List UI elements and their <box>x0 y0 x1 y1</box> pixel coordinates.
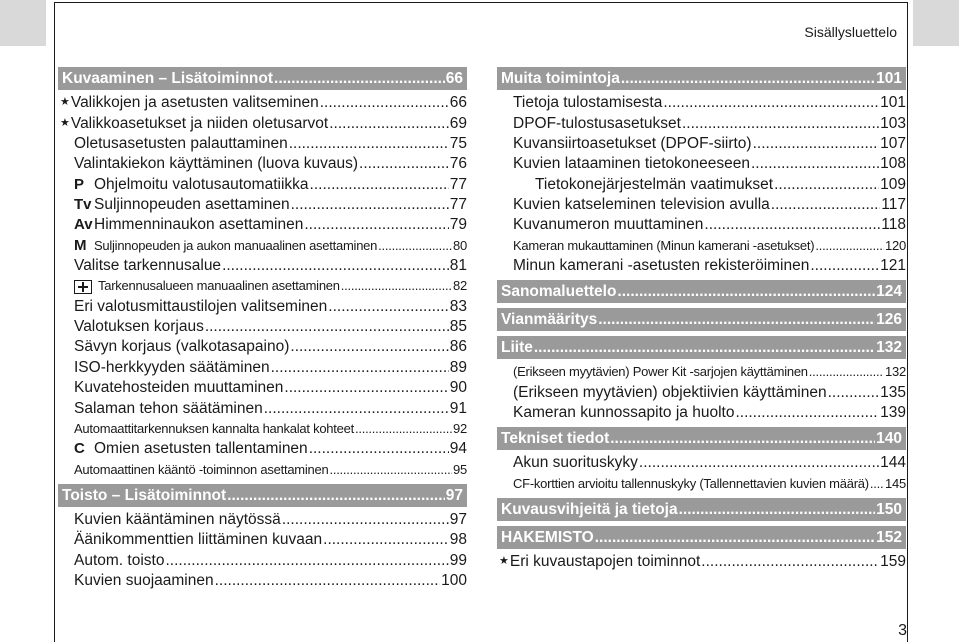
toc-heading-liite[interactable] <box>497 336 906 359</box>
dot-leader <box>215 572 441 589</box>
toc-heading-tekniset-tiedot[interactable] <box>497 427 906 450</box>
toc-entry-autom-toisto[interactable] <box>58 548 467 568</box>
toc-entry-automaattinen-kaanto-toiminnon-asettamin[interactable] <box>58 457 467 477</box>
dot-leader <box>810 257 879 274</box>
toc-entry-valintakiekon-kayttaminen-luova-kuvaus[interactable] <box>58 152 467 172</box>
toc-title: Äänikommenttien liittäminen kuvaan <box>74 531 323 549</box>
toc-entry-oletusasetusten-palauttaminen[interactable] <box>58 132 467 152</box>
dot-leader <box>751 155 879 172</box>
dot-leader <box>323 531 449 548</box>
toc-page-number: 81 <box>449 257 467 275</box>
toc-entry-suljinnopeuden-asettaminen[interactable] <box>58 193 467 213</box>
toc-page-number: 89 <box>449 358 467 376</box>
dot-leader <box>701 553 879 570</box>
toc-title: Kameran kunnossapito ja huolto <box>513 404 735 422</box>
dot-leader <box>271 359 449 376</box>
toc-entry-minun-kamerani-asetusten-rekisteroiminen[interactable] <box>497 254 906 274</box>
dot-leader <box>595 529 875 546</box>
star-icon: ★ <box>60 116 70 129</box>
toc-page-number: 99 <box>449 551 467 569</box>
toc-entry-valikkojen-ja-asetusten-valitseminen[interactable] <box>58 91 467 111</box>
toc-title: Kuvanumeron muuttaminen <box>513 216 704 234</box>
toc-page-number: 124 <box>876 283 902 301</box>
toc-title: Minun kamerani -asetusten rekisteröiminen <box>513 257 810 275</box>
toc-title: Kuvausvihjeitä ja tietoja <box>501 500 678 518</box>
toc-title: Liite <box>501 339 533 357</box>
toc-page-number: 144 <box>880 454 906 472</box>
toc-page-number: 82 <box>453 278 467 294</box>
toc-heading-vianmaaritys[interactable] <box>497 308 906 331</box>
toc-entry-eri-kuvaustapojen-toiminnot[interactable] <box>497 550 906 570</box>
toc-page-number: 77 <box>449 175 467 193</box>
toc-entry-dpof-tulostusasetukset[interactable] <box>497 111 906 131</box>
toc-entry-ohjelmoitu-valotusautomatiikka[interactable] <box>58 172 467 192</box>
toc-entry-akun-suorituskyky[interactable] <box>497 451 906 471</box>
toc-page-number: 83 <box>449 297 467 315</box>
dot-leader <box>289 135 449 152</box>
toc-title: Kuvien suojaaminen <box>74 571 214 589</box>
dot-leader <box>704 216 880 233</box>
toc-page-number: 66 <box>445 70 463 87</box>
toc-page-number: 132 <box>885 364 906 380</box>
dot-leader <box>227 487 445 504</box>
toc-entry-kameran-kunnossapito-ja-huolto[interactable] <box>497 401 906 421</box>
star-icon: ★ <box>60 96 70 109</box>
toc-entry-kuvien-katseleminen-television-avulla[interactable] <box>497 193 906 213</box>
toc-heading-muita-toimintoja[interactable] <box>497 67 906 90</box>
toc-entry-valotuksen-korjaus[interactable] <box>58 315 467 335</box>
toc-title: Muita toimintoja <box>501 70 620 87</box>
toc-entry-tietokonejarjestelman-vaatimukset[interactable] <box>497 172 906 192</box>
star-icon: ★ <box>499 555 509 568</box>
dot-leader <box>304 216 448 233</box>
toc-page-number: 100 <box>441 571 467 589</box>
toc-title: Vianmääritys <box>501 311 598 329</box>
toc-page-number: 108 <box>880 155 906 173</box>
toc-page-number: 79 <box>449 216 467 234</box>
toc-entry-kuvatehosteiden-muuttaminen[interactable] <box>58 376 467 396</box>
toc-page-number: 97 <box>449 510 467 528</box>
toc-page-number: 90 <box>449 379 467 397</box>
toc-title: Kuvien katseleminen television avulla <box>513 196 770 214</box>
toc-title: Valitse tarkennusalue <box>74 257 222 275</box>
mode-symbol: Tv <box>74 196 92 214</box>
toc-page-number: 145 <box>885 475 906 491</box>
toc-entry-kuvien-suojaaminen[interactable] <box>58 569 467 589</box>
toc-title: Autom. toisto <box>74 551 165 569</box>
toc-title: Kuvien lataaminen tietokoneeseen <box>513 155 750 173</box>
toc-title: Kuvien kääntäminen näytössä <box>74 510 281 528</box>
toc-page-number: 80 <box>453 237 467 253</box>
toc-entry-tietoja-tulostamisesta[interactable] <box>497 91 906 111</box>
dot-leader <box>735 404 879 421</box>
toc-page-number: 69 <box>449 114 467 132</box>
toc-page-number: 86 <box>449 338 467 356</box>
dot-leader <box>165 552 448 569</box>
toc-page-number: 135 <box>880 383 906 401</box>
dot-leader <box>284 379 448 396</box>
toc-title: Tarkennusalueen manuaalinen asettaminen <box>98 278 340 294</box>
dot-leader <box>355 420 452 437</box>
dot-leader <box>753 135 880 152</box>
toc-page-number: 92 <box>453 420 467 436</box>
dot-leader <box>341 277 452 294</box>
toc-page-number: 152 <box>876 528 902 546</box>
toc-title: Ohjelmoitu valotusautomatiikka <box>94 175 309 193</box>
toc-title: Oletusasetusten palauttaminen <box>74 135 288 153</box>
corner-tab-left <box>0 0 46 46</box>
dot-leader <box>290 338 448 355</box>
toc-page-number: 140 <box>876 430 902 448</box>
toc-entry-himmenninaukon-asettaminen[interactable] <box>58 213 467 233</box>
toc-entry-tarkennusalueen-manuaalinen-asettaminen[interactable] <box>58 274 467 294</box>
toc-page-number: 126 <box>876 311 902 329</box>
toc-title: Salaman tehon säätäminen <box>74 399 263 417</box>
toc-title: Tietoja tulostamisesta <box>513 94 663 112</box>
toc-page-number: 101 <box>880 94 906 112</box>
dot-leader <box>329 461 452 478</box>
dot-leader <box>663 94 879 111</box>
dot-leader <box>291 196 449 213</box>
dot-leader <box>809 363 884 380</box>
toc-title: ISO-herkkyyden säätäminen <box>74 358 270 376</box>
toc-entry-cf-korttien-arvioitu-tallennuskyky-talle[interactable] <box>497 471 906 491</box>
toc-entry-savyn-korjaus-valkotasapaino[interactable] <box>58 335 467 355</box>
toc-page-number: 75 <box>449 135 467 153</box>
toc-title: Valikkojen ja asetusten valitseminen <box>70 94 319 112</box>
dot-leader <box>264 400 449 417</box>
toc-title: Valintakiekon käyttäminen (luova kuvaus) <box>74 155 359 173</box>
page-number: 3 <box>898 622 907 639</box>
dot-leader <box>274 70 445 87</box>
toc-title: Valikkoasetukset ja niiden oletusarvot <box>70 114 329 132</box>
dot-leader <box>617 283 875 300</box>
toc-title: DPOF-tulostusasetukset <box>513 114 681 132</box>
toc-entry-kuvien-lataaminen-tietokoneeseen[interactable] <box>497 152 906 172</box>
toc-entry-kuvansiirtoasetukset-dpof-siirto[interactable] <box>497 132 906 152</box>
toc-title: Toisto – Lisätoiminnot <box>62 486 227 504</box>
dot-leader <box>310 176 449 193</box>
toc-entry-kuvien-kaantaminen-naytossa[interactable] <box>58 508 467 528</box>
mode-symbol: P <box>74 175 85 193</box>
toc-page-number: 66 <box>449 94 467 112</box>
toc-title: Tekniset tiedot <box>501 430 610 448</box>
toc-heading-sanomaluettelo[interactable] <box>497 280 906 303</box>
toc-title: CF-korttien arvioitu tallennuskyky (Tallennettavien kuvien määrä) <box>513 475 869 491</box>
dot-leader <box>359 155 449 172</box>
toc-title: Himmenninaukon asettaminen <box>94 216 304 234</box>
toc-entry-automaattitarkennuksen-kannalta-hankalat[interactable] <box>58 417 467 437</box>
dot-leader <box>679 501 876 518</box>
corner-tab-right <box>913 0 959 46</box>
af-frame-icon <box>74 280 92 294</box>
dot-leader <box>205 318 449 335</box>
dot-leader <box>282 511 449 528</box>
toc-entry-omien-asetusten-tallentaminen[interactable] <box>58 437 467 457</box>
toc-title: Tietokonejärjestelmän vaatimukset <box>535 175 774 193</box>
toc-title: Eri valotusmittaustilojen valitseminen <box>74 297 328 315</box>
dot-leader <box>329 115 449 132</box>
toc-heading-kuvaaminen-lisatoiminnot[interactable] <box>58 67 467 90</box>
toc-entry-valitse-tarkennusalue[interactable] <box>58 254 467 274</box>
toc-heading-kuvausvihjeita-ja-tietoja[interactable] <box>497 498 906 521</box>
toc-entry-eri-valotusmittaustilojen-valitseminen[interactable] <box>58 294 467 314</box>
dot-leader <box>320 94 449 111</box>
toc-page-number: 132 <box>876 339 902 357</box>
toc-title: Automaattitarkennuksen kannalta hankalat kohteet <box>74 420 354 436</box>
toc-title: (Erikseen myytävien) Power Kit -sarjojen käyttäminen <box>513 364 808 380</box>
mode-symbol: C <box>74 440 85 458</box>
dot-leader <box>309 440 449 457</box>
toc-page-number: 117 <box>881 196 906 214</box>
toc-title: Kameran mukauttaminen (Minun kamerani -asetukset) <box>513 237 815 253</box>
toc-page-number: 121 <box>880 257 906 275</box>
dot-leader <box>815 237 884 254</box>
dot-leader <box>771 196 881 213</box>
toc-entry-erikseen-myytavien-objektiivien-kayttami[interactable] <box>497 380 906 400</box>
toc-page-number: 85 <box>449 318 467 336</box>
dot-leader <box>328 298 448 315</box>
toc-title: Kuvansiirtoasetukset (DPOF-siirto) <box>513 135 752 153</box>
toc-entry-kuvanumeron-muuttaminen[interactable] <box>497 213 906 233</box>
toc-page-number: 97 <box>445 486 463 504</box>
toc-entry-erikseen-myytavien-power-kit-sarjojen-ka[interactable] <box>497 360 906 380</box>
toc-page-number: 101 <box>876 70 902 87</box>
toc-title: HAKEMISTO <box>501 528 594 546</box>
toc-entry-iso-herkkyyden-saataminen[interactable] <box>58 355 467 375</box>
dot-leader <box>534 339 875 356</box>
dot-leader <box>774 176 879 193</box>
toc-entry-kameran-mukauttaminen-minun-kamerani-ase[interactable] <box>497 233 906 253</box>
toc-title: Kuvatehosteiden muuttaminen <box>74 379 284 397</box>
toc-page-number: 120 <box>885 237 906 253</box>
toc-page-number: 139 <box>880 404 906 422</box>
toc-title: Suljinnopeuden ja aukon manuaalinen asettaminen <box>94 237 378 253</box>
mode-symbol: M <box>74 236 87 254</box>
toc-title: Valotuksen korjaus <box>74 318 204 336</box>
dot-leader <box>598 311 875 328</box>
dot-leader <box>610 430 875 447</box>
toc-page-number: 107 <box>880 135 906 153</box>
toc-title: Akun suorituskyky <box>513 454 638 472</box>
dot-leader <box>378 237 452 254</box>
toc-page-number: 98 <box>449 531 467 549</box>
toc-title: Automaattinen kääntö -toiminnon asettaminen <box>74 461 329 477</box>
toc-page-number: 109 <box>880 175 906 193</box>
toc-title: Eri kuvaustapojen toiminnot <box>509 553 701 571</box>
toc-page-number: 77 <box>449 196 467 214</box>
toc-right-column <box>497 66 906 570</box>
toc-page-number: 103 <box>880 114 906 132</box>
dot-leader <box>639 454 879 471</box>
toc-title: Kuvaaminen – Lisätoiminnot <box>62 70 274 87</box>
toc-left-column <box>58 66 467 589</box>
toc-title: Sävyn korjaus (valkotasapaino) <box>74 338 290 356</box>
toc-entry-aanikommenttien-liittaminen-kuvaan[interactable] <box>58 528 467 548</box>
toc-page-number: 159 <box>880 553 906 571</box>
toc-page-number: 150 <box>876 500 902 518</box>
toc-page-number: 91 <box>449 399 467 417</box>
dot-leader <box>621 70 875 87</box>
toc-page-number: 94 <box>449 440 467 458</box>
toc-heading-toisto-lisatoiminnot[interactable] <box>58 484 467 507</box>
dot-leader <box>682 115 879 132</box>
toc-page-number: 95 <box>453 461 467 477</box>
mode-symbol: Av <box>74 216 93 234</box>
toc-title: Omien asetusten tallentaminen <box>94 440 308 458</box>
toc-page-number: 76 <box>449 155 467 173</box>
toc-title: Suljinnopeuden asettaminen <box>94 196 290 214</box>
toc-entry-valikkoasetukset-ja-niiden-oletusarvot[interactable] <box>58 111 467 131</box>
toc-title: (Erikseen myytävien) objektiivien käyttäminen <box>513 383 827 401</box>
toc-entry-salaman-tehon-saataminen[interactable] <box>58 396 467 416</box>
dot-leader <box>222 257 449 274</box>
dot-leader <box>828 384 880 401</box>
section-label: Sisällysluettelo <box>804 24 897 40</box>
dot-leader <box>870 475 884 492</box>
toc-page-number: 118 <box>881 216 906 234</box>
toc-title: Sanomaluettelo <box>501 283 617 301</box>
toc-entry-suljinnopeuden-ja-aukon-manuaalinen-aset[interactable] <box>58 233 467 253</box>
toc-heading-hakemisto[interactable] <box>497 526 906 549</box>
